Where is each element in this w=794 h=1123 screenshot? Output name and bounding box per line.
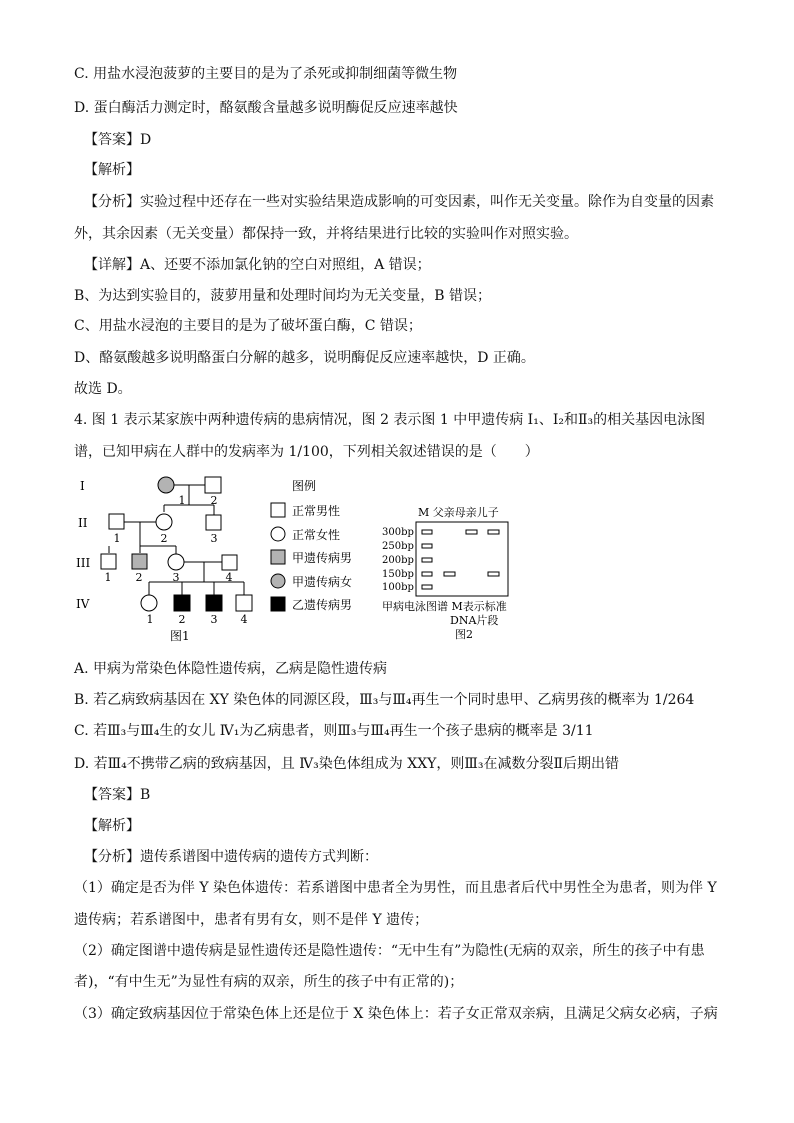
pedigree-iii1-normal-male — [101, 554, 116, 569]
q4-option-a: A. 甲病为常染色体隐性遗传病，乙病是隐性遗传病 — [74, 661, 388, 677]
pedigree-iii4-normal-male — [222, 555, 237, 570]
band-mother-300 — [466, 530, 477, 534]
num-iv4: 4 — [240, 613, 248, 626]
num-iii3: 3 — [172, 571, 180, 584]
pedigree-iii2-jia-male — [132, 554, 147, 569]
q4-option-b: B. 若乙病致病基因在 XY 染色体的同源区段，Ⅲ₃与Ⅲ₄再生一个同时患甲、乙病男孩的概率为 1/264 — [74, 692, 695, 708]
bp-200: 200bp — [382, 555, 414, 566]
gen-label-ii: II — [78, 516, 88, 530]
bp-150: 150bp — [382, 569, 414, 580]
num-iv2: 2 — [178, 613, 186, 626]
detail-a: 【详解】A、还要不添加氯化钠的空白对照组，A 错误； — [84, 257, 431, 273]
detail-c: C、用盐水浸泡的主要目的是为了破坏蛋白酶，C 错误； — [74, 318, 422, 334]
q4-rule-3a: （3）确定致病基因位于常染色体上还是位于 X 染色体上：若子女正常双亲病，且满足父病女必病，子病 — [74, 1006, 718, 1022]
bp-250: 250bp — [382, 541, 414, 552]
pedigree-i2-normal-male — [205, 477, 221, 493]
pedigree-iv1-normal-female — [141, 595, 157, 611]
bp-300: 300bp — [382, 527, 414, 538]
legend-title: 图例 — [292, 479, 317, 493]
legend-normal-female: 正常女性 — [292, 528, 341, 542]
band-m-100 — [422, 585, 432, 589]
analysis-text-2: 外，其余因素（无关变量）都保持一致，并将结果进行比较的实验叫作对照实验。 — [74, 226, 578, 242]
figure1-caption: 图1 — [170, 629, 190, 643]
legend-normal-male-icon — [271, 503, 285, 517]
analysis-text-1: 【分析】实验过程中还存在一些对实验结果造成影响的可变因素，叫作无关变量。除作为自变量的因素 — [84, 194, 714, 210]
pedigree-ii2-normal-female — [156, 514, 172, 530]
detail-d: D、酪氨酸越多说明酪蛋白分解的越多，说明酶促反应速率越快，D 正确。 — [74, 350, 535, 366]
q4-rule-2a: （2）确定图谱中遗传病是显性遗传还是隐性遗传：“无中生有”为隐性(无病的双亲，所生的孩子中有患 — [74, 943, 705, 959]
num-ii1: 1 — [113, 532, 121, 545]
num-iv3: 3 — [210, 613, 218, 626]
pedigree-ii3-normal-male — [206, 515, 221, 530]
band-father-150 — [444, 572, 455, 576]
band-son-150 — [488, 572, 499, 576]
gel-header: M 父亲母亲儿子 — [418, 506, 499, 519]
option-d-text: D. 蛋白酶活力测定时，酪氨酸含量越多说明酶促反应速率越快 — [74, 100, 458, 116]
legend-normal-female-icon — [271, 527, 285, 541]
legend-jia-male-icon — [271, 550, 285, 564]
answer-label: 【答案】D — [84, 132, 152, 148]
option-c-text: C. 用盐水浸泡菠萝的主要目的是为了杀死或抑制细菌等微生物 — [74, 66, 458, 82]
band-m-150 — [422, 572, 432, 576]
num-iii2: 2 — [135, 571, 143, 584]
band-m-300 — [422, 530, 432, 534]
detail-b: B、为达到实验目的，菠萝用量和处理时间均为无关变量，B 错误； — [74, 288, 492, 304]
q4-rule-1b: 遗传病；若系谱图中，患者有男有女，则不是伴 Y 遗传； — [74, 912, 429, 928]
q4-rule-1a: （1）确定是否为伴 Y 染色体遗传：若系谱图中患者全为男性，而且患者后代中男性全为患者，则为伴 Y — [74, 880, 717, 896]
legend-jia-female: 甲遗传病女 — [292, 575, 353, 589]
band-son-300 — [488, 530, 499, 534]
question-4-text-2: 谱，已知甲病在人群中的发病率为 1/100，下列相关叙述错误的是（ ） — [74, 444, 539, 460]
question-4-text-1: 4. 图 1 表示某家族中两种遗传病的患病情况，图 2 表示图 1 中甲遗传病 I₁、I₂和Ⅱ₃的相关基因电泳图 — [74, 412, 706, 428]
pedigree-iv2-yi-male — [174, 595, 190, 611]
num-ii2: 2 — [160, 532, 168, 545]
num-ii3: 3 — [210, 532, 218, 545]
num-i1: 1 — [178, 494, 186, 507]
legend-yi-male: 乙遗传病男 — [292, 598, 353, 612]
num-iii1: 1 — [104, 571, 112, 584]
legend-yi-male-icon — [271, 597, 285, 611]
legend-normal-male: 正常男性 — [292, 504, 341, 518]
band-m-250 — [422, 544, 432, 548]
electrophoresis-figure — [380, 500, 530, 640]
gel-footer-1: 甲病电泳图谱 M表示标准 — [382, 600, 507, 613]
pedigree-figure — [74, 470, 374, 645]
q4-analysis-intro: 【分析】遗传系谱图中遗传病的遗传方式判断： — [84, 849, 378, 865]
q4-option-c: C. 若Ⅲ₃与Ⅲ₄生的女儿 Ⅳ₁为乙病患者，则Ⅲ₃与Ⅲ₄再生一个孩子患病的概率是 3/11 — [74, 723, 594, 739]
q4-rule-2b: 者)，“有中生无”为显性有病的双亲，所生的孩子中有正常的)； — [74, 974, 464, 990]
q4-option-d: D. 若Ⅲ₄不携带乙病的致病基因，且 Ⅳ₃染色体组成为 XXY，则Ⅲ₃在减数分裂Ⅱ后期出错 — [74, 756, 620, 772]
gen-label-i: I — [80, 479, 85, 493]
figure2-caption: 图2 — [455, 628, 473, 640]
gel-footer-2: DNA片段 — [450, 614, 499, 627]
legend-jia-female-icon — [271, 574, 285, 588]
q4-analysis-label: 【解析】 — [84, 818, 140, 834]
num-i2: 2 — [210, 494, 218, 507]
gen-label-iv: IV — [76, 597, 90, 611]
gen-label-iii: III — [76, 556, 91, 570]
pedigree-i1-jia-female — [158, 477, 174, 493]
num-iv1: 1 — [146, 613, 154, 626]
band-m-200 — [422, 558, 432, 562]
legend-jia-male: 甲遗传病男 — [292, 551, 353, 565]
pedigree-ii1-normal-male — [109, 514, 124, 529]
bp-100: 100bp — [382, 582, 414, 593]
pedigree-iv3-yi-male — [206, 595, 222, 611]
q4-answer: 【答案】B — [84, 787, 151, 803]
num-iii4: 4 — [225, 571, 233, 584]
pedigree-iv4-normal-male — [236, 595, 252, 611]
conclusion: 故选 D。 — [74, 381, 132, 397]
pedigree-iii3-normal-female — [168, 554, 184, 570]
analysis-label: 【解析】 — [84, 162, 140, 178]
